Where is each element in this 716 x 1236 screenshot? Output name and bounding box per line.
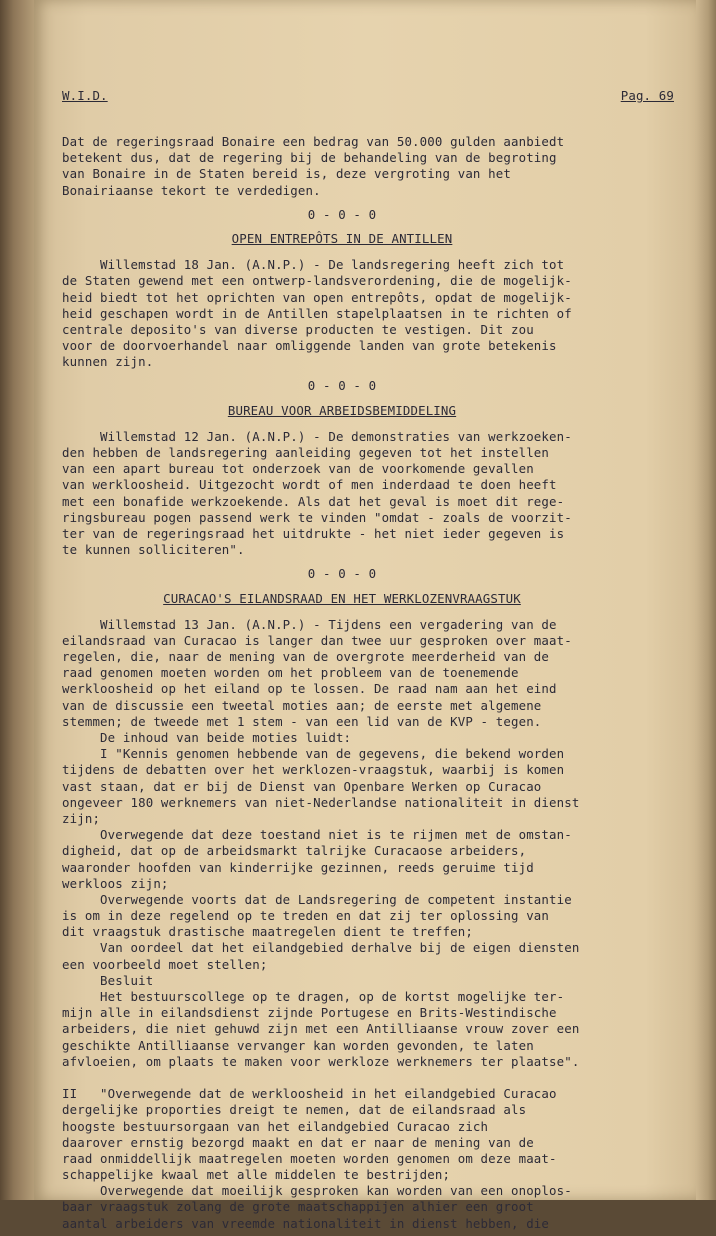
text-line: Willemstad 13 Jan. (A.N.P.) - Tijdens een vergadering van de bbox=[62, 616, 557, 632]
text-line: De inhoud van beide moties luidt: bbox=[62, 730, 352, 745]
text-line: Besluit bbox=[62, 972, 154, 988]
section-separator: 0 - 0 - 0 bbox=[307, 206, 377, 222]
text-line: I "Kennis genomen hebbende van de gegevens, die bekend worden bbox=[62, 746, 565, 762]
text-line: Het bestuurscollege op te dragen, op de kortst mogelijke ter- bbox=[62, 989, 565, 1004]
text-line: betekent dus, dat de regering bij de behandeling van de begroting bbox=[62, 150, 557, 166]
text-line: ringsbureau pogen passend werk te vinden "omdat - zoals de voorzit- bbox=[62, 509, 572, 525]
text-line: waaronder hoofden van kinderrijke gezinnen, reeds geruime tijd bbox=[62, 859, 534, 875]
text-line: hoogste bestuursorgaan van het eilandgebied Curacao zich bbox=[62, 1118, 489, 1134]
text-line: heid geschapen wordt in de Antillen stapelplaatsen in te richten of bbox=[62, 305, 572, 321]
text-line: Dat de regeringsraad Bonaire een bedrag van 50.000 gulden aanbiedt bbox=[62, 134, 565, 149]
text-line: is om in deze regelend op te treden en dat zij ter oplossing van bbox=[62, 908, 550, 924]
text-line: Overwegende dat deze toestand niet is te rijmen met de omstan- bbox=[62, 827, 572, 843]
text-line: Van oordeel dat het eilandgebied derhalve bij de eigen diensten bbox=[62, 940, 580, 956]
text-line: voor de doorvoerhandel naar omliggende landen van grote betekenis bbox=[62, 338, 557, 354]
text-line: dit vraagstuk drastische maatregelen dient te treffen; bbox=[62, 924, 473, 940]
text-line: van Bonaire in de Staten bereid is, deze vergroting van het bbox=[62, 166, 511, 182]
text-line: daarover ernstig bezorgd maakt en dat er naar de mening van de bbox=[62, 1134, 534, 1150]
intro-paragraph bbox=[62, 134, 690, 199]
publication-code: W.I.D. bbox=[62, 88, 108, 103]
text-line: Bonairiaanse tekort te verdedigen. bbox=[62, 182, 321, 198]
page-number: Pag. 69 bbox=[620, 88, 674, 103]
article-werklozenvraagstuk bbox=[62, 617, 690, 1232]
text-line: met een bonafide werkzoekende. Als dat het geval is moet dit rege- bbox=[62, 493, 565, 509]
section-title: BUREAU VOOR ARBEIDSBEMIDDELING bbox=[227, 402, 457, 418]
text-line: geschikte Antilliaanse vervanger kan worden gevonden, te laten bbox=[62, 1037, 534, 1053]
text-line: vast staan, dat er bij de Dienst van Openbare Werken op Curacao bbox=[62, 778, 542, 794]
text-line: afvloeien, om plaats te maken voor werkloze werknemers ter plaatse". bbox=[62, 1053, 580, 1069]
text-line: raad onmiddellijk maatregelen moeten worden genomen om deze maat- bbox=[62, 1150, 557, 1166]
text-line: van werkloosheid. Uitgezocht wordt of men inderdaad te doen heeft bbox=[62, 477, 557, 493]
text-line: Overwegende voorts dat de Landsregering de competent instantie bbox=[62, 891, 572, 907]
page-header bbox=[62, 88, 674, 110]
text-line: schappelijke kwaal met alle middelen te bestrijden; bbox=[62, 1167, 451, 1183]
text-line: regelen, die, naar de mening van de overgrote meerderheid van de bbox=[62, 649, 550, 665]
text-line bbox=[62, 1070, 690, 1086]
text-line: de Staten gewend met een ontwerp-landsverordening, die de mogelijk- bbox=[62, 273, 572, 289]
text-line: Willemstad 12 Jan. (A.N.P.) - De demonstraties van werkzoeken- bbox=[62, 428, 572, 444]
text-line: stemmen; de tweede met 1 stem - van een lid van de KVP - tegen. bbox=[62, 713, 542, 729]
text-line: baar vraagstuk zolang de grote maatschappijen alhier een groot bbox=[62, 1199, 534, 1215]
section-title: CURACAO'S EILANDSRAAD EN HET WERKLOZENVRAAGSTUK bbox=[163, 590, 521, 606]
text-line: te kunnen solliciteren". bbox=[62, 542, 245, 558]
text-line: tijdens de debatten over het werklozen-vraagstuk, waarbij is komen bbox=[62, 762, 565, 778]
text-line: raad genomen moeten worden om het probleem van de toenemende bbox=[62, 665, 519, 681]
text-line: aantal arbeiders van vreemde nationaliteit in dienst hebben, die bbox=[62, 1215, 550, 1231]
text-line: van een apart bureau tot onderzoek van de voorkomende gevallen bbox=[62, 461, 534, 477]
text-line: van de discussie een tweetal moties aan; de eerste met algemene bbox=[62, 697, 542, 713]
text-line: dergelijke proporties dreigt te nemen, dat de eilandsraad als bbox=[62, 1102, 527, 1118]
binding-spine bbox=[0, 0, 34, 1200]
section-title: OPEN ENTREPÔTS IN DE ANTILLEN bbox=[231, 230, 453, 246]
text-line: werkloosheid op het eiland op te lossen. De raad nam aan het eind bbox=[62, 681, 557, 697]
section-separator: 0 - 0 - 0 bbox=[307, 566, 377, 582]
text-line: Overwegende dat moeilijk gesproken kan worden van een onoplos- bbox=[62, 1183, 572, 1199]
text-line: den hebben de landsregering aanleiding gegeven tot het instellen bbox=[62, 445, 550, 460]
section-separator: 0 - 0 - 0 bbox=[307, 378, 377, 394]
text-line: mijn alle in eilandsdienst zijnde Portugese en Brits-Westindische bbox=[62, 1005, 557, 1021]
text-line: digheid, dat op de arbeidsmarkt talrijke Curacaose arbeiders, bbox=[62, 843, 527, 859]
text-line: kunnen zijn. bbox=[62, 354, 154, 370]
text-line: arbeiders, die niet gehuwd zijn met een Antilliaanse vrouw zover een bbox=[62, 1021, 580, 1037]
article-open-entrepots bbox=[62, 257, 690, 370]
text-line: een voorbeeld moet stellen; bbox=[62, 956, 268, 972]
document-text bbox=[62, 88, 690, 1236]
text-line: Willemstad 18 Jan. (A.N.P.) - De landsregering heeft zich tot bbox=[62, 257, 565, 273]
text-line: ongeveer 180 werknemers van niet-Nederlandse nationaliteit in dienst bbox=[62, 794, 580, 810]
text-line: ter van de regeringsraad het uitdrukte - het niet ieder gegeven is bbox=[62, 525, 565, 541]
text-line: zijn; bbox=[62, 810, 101, 826]
page-edge bbox=[696, 0, 716, 1200]
text-line: heid biedt tot het oprichten van open entrepôts, opdat de mogelijk- bbox=[62, 289, 572, 305]
text-line: II "Overwegende dat de werkloosheid in het eilandgebied Curacao bbox=[62, 1086, 557, 1102]
text-line: centrale deposito's van diverse producten te vestigen. Dit zou bbox=[62, 321, 534, 337]
text-line: eilandsraad van Curacao is langer dan twee uur gesproken over maat- bbox=[62, 632, 572, 648]
text-line: werkloos zijn; bbox=[62, 875, 169, 891]
article-arbeidsbemiddeling bbox=[62, 429, 690, 559]
